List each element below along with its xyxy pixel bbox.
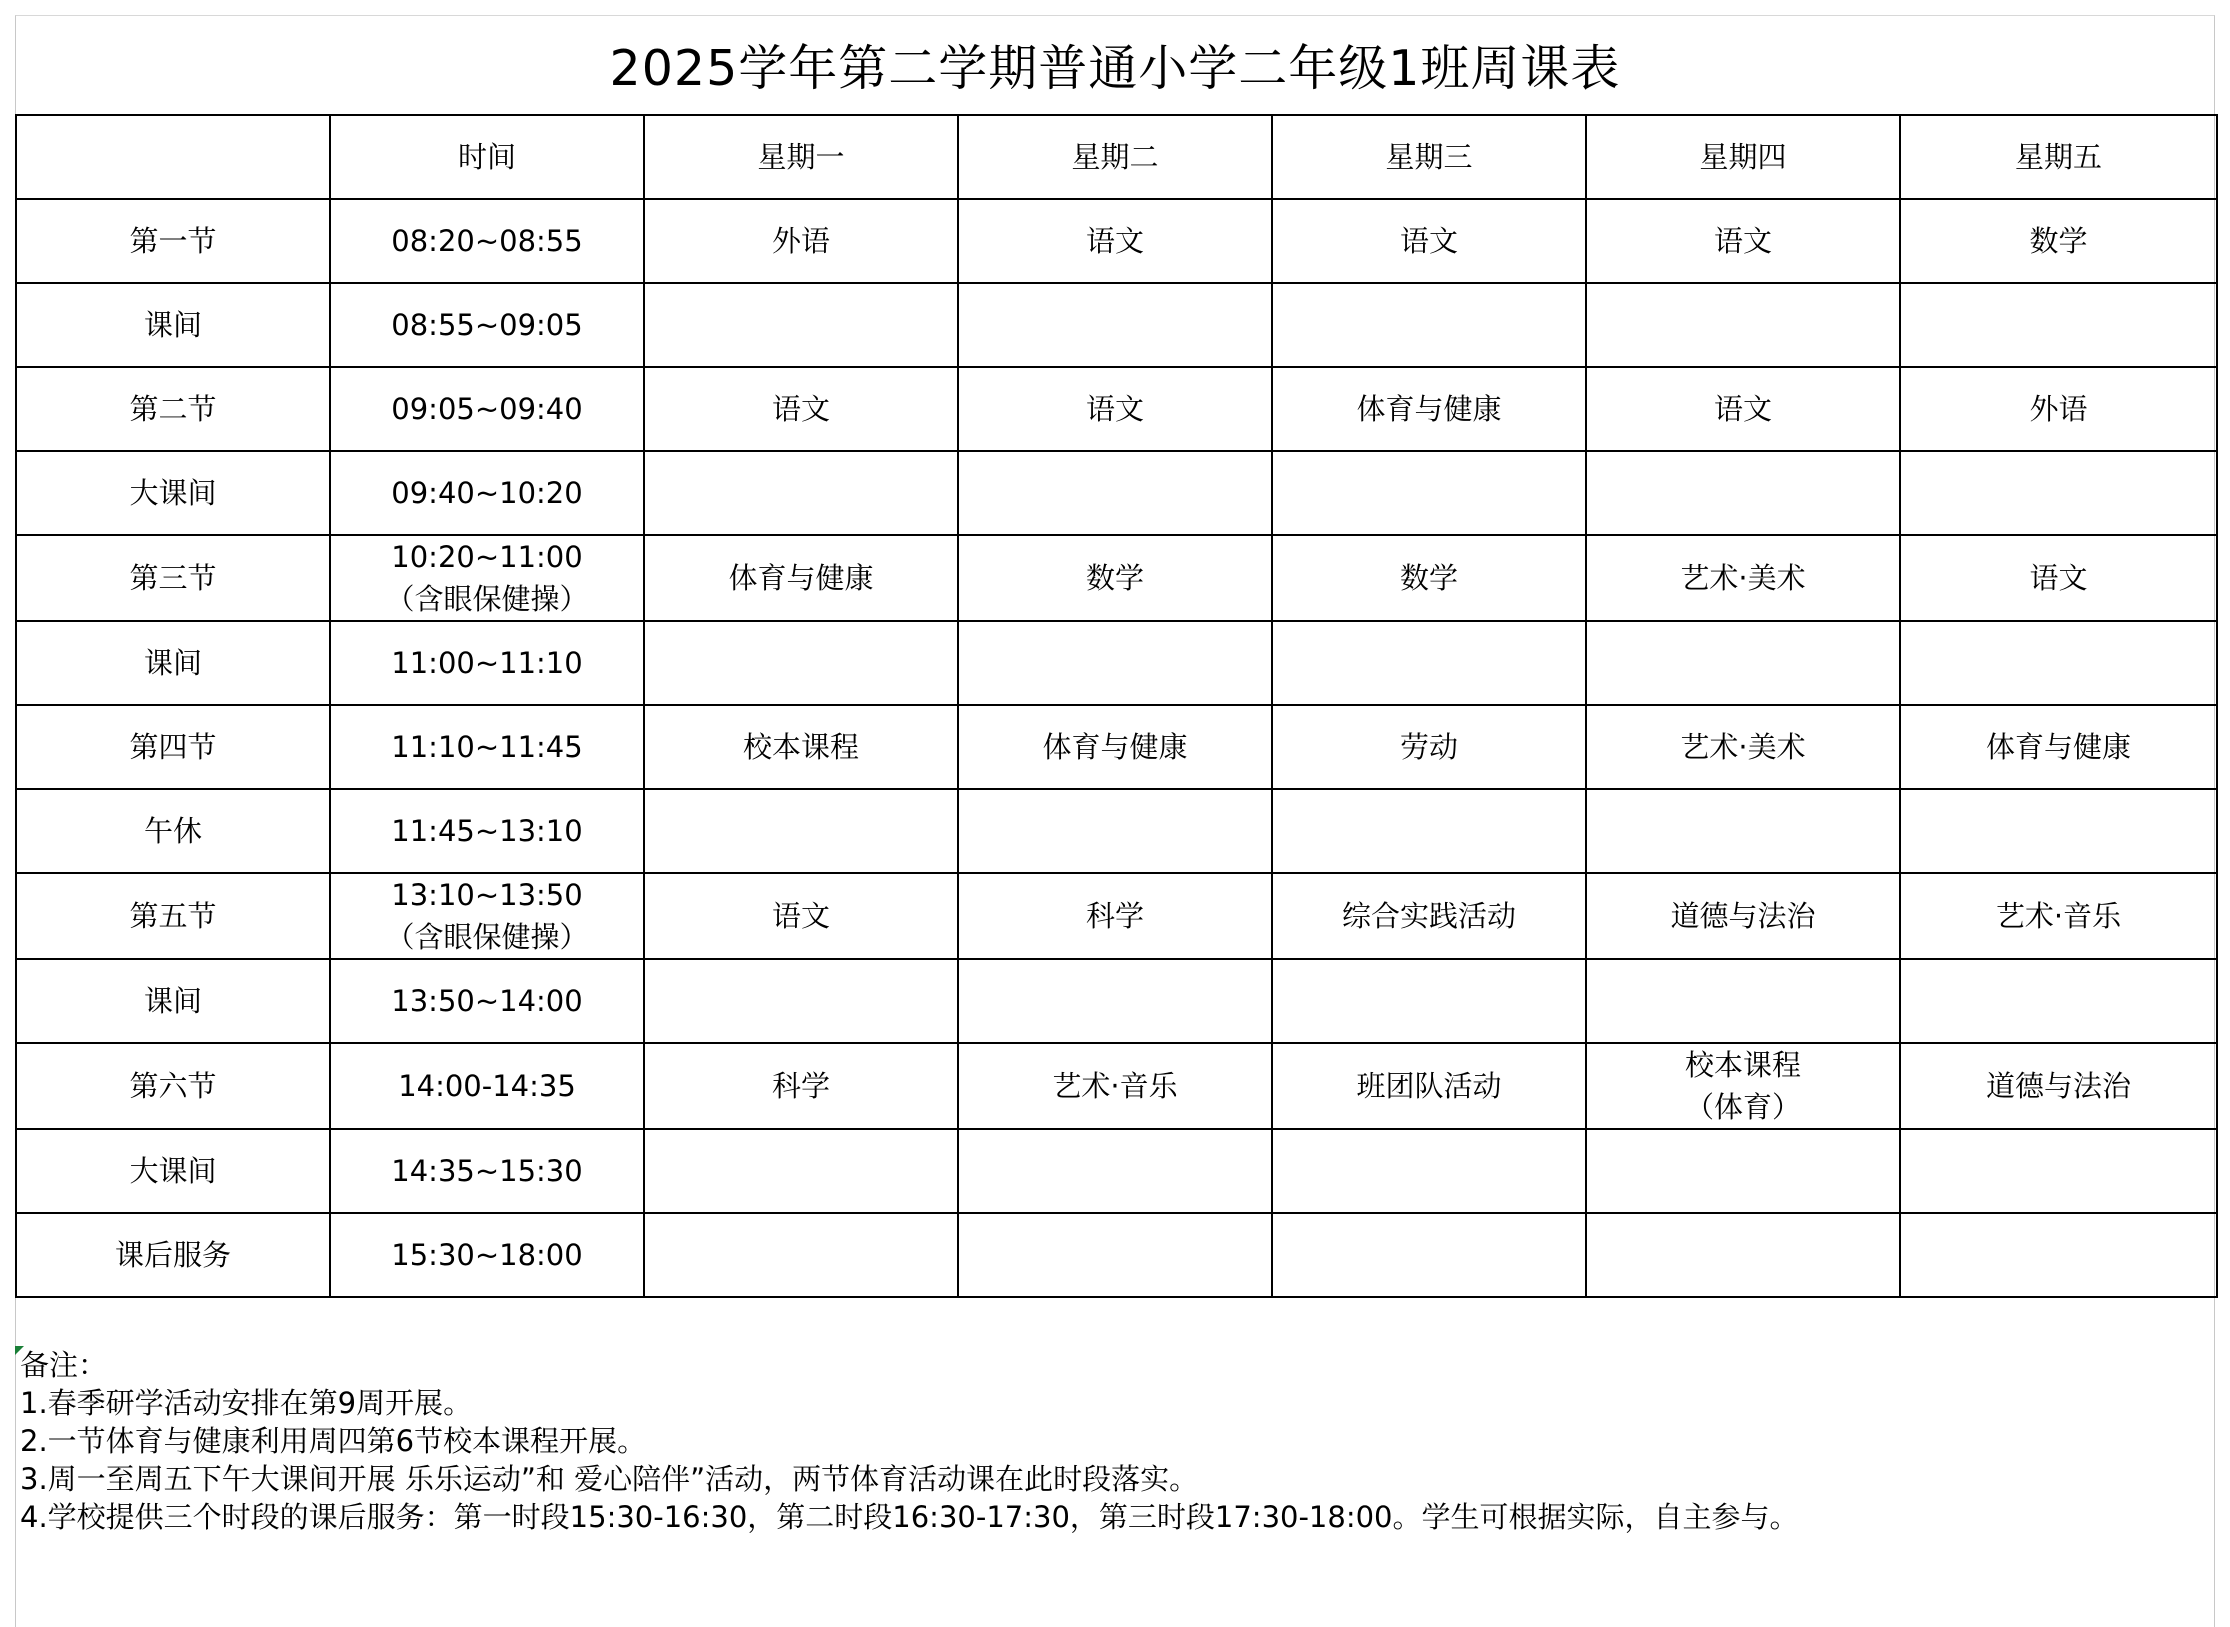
subject-cell[interactable] <box>1586 873 1900 959</box>
period-cell[interactable]: 第四节 <box>16 705 330 789</box>
subject-cell[interactable] <box>1900 873 2217 959</box>
time-cell[interactable] <box>330 621 644 705</box>
note-item: 1.春季研学活动安排在第9周开展。 <box>20 1386 473 1420</box>
subject-name: 语文 <box>1713 224 1772 258</box>
header-day-cell[interactable]: 星期四 <box>1586 115 1900 199</box>
subject-name: 语文 <box>1713 392 1772 426</box>
subject-name: 数学 <box>1085 561 1144 595</box>
header-day-cell[interactable]: 星期五 <box>1900 115 2217 199</box>
time-range: 11:45~13:10 <box>391 814 583 848</box>
time-range: 09:40~10:20 <box>391 476 583 510</box>
subject-name: 劳动 <box>1399 730 1458 764</box>
subject-cell[interactable] <box>1586 1129 1900 1213</box>
subject-cell[interactable] <box>1586 199 1900 283</box>
subject-cell[interactable] <box>958 621 1272 705</box>
subject-cell[interactable] <box>1272 1129 1586 1213</box>
subject-cell[interactable] <box>644 283 958 367</box>
subject-cell[interactable] <box>958 959 1272 1043</box>
subject-cell[interactable] <box>958 873 1272 959</box>
time-cell[interactable] <box>330 789 644 873</box>
header-day-cell[interactable]: 星期三 <box>1272 115 1586 199</box>
subject-name: 语文 <box>2029 561 2088 595</box>
subject-name: 校本课程 <box>1684 1048 1801 1082</box>
note-item: 2.一节体育与健康利用周四第6节校本课程开展。 <box>20 1424 647 1458</box>
subject-cell[interactable] <box>958 1213 1272 1297</box>
subject-cell[interactable] <box>1900 535 2217 621</box>
subject-cell[interactable] <box>958 199 1272 283</box>
subject-note: （体育） <box>1684 1090 1801 1124</box>
subject-cell[interactable] <box>1586 367 1900 451</box>
period-cell[interactable]: 课间 <box>16 621 330 705</box>
subject-cell[interactable] <box>644 535 958 621</box>
period-cell[interactable]: 大课间 <box>16 1129 330 1213</box>
table-row <box>16 451 2217 535</box>
header-time-cell[interactable]: 时间 <box>330 115 644 199</box>
subject-cell[interactable] <box>1272 1043 1586 1129</box>
subject-name: 道德与法治 <box>1670 899 1816 933</box>
subject-name: 语文 <box>1399 224 1458 258</box>
header-row <box>16 115 2217 199</box>
time-range: 15:30~18:00 <box>391 1238 583 1272</box>
time-cell[interactable] <box>330 367 644 451</box>
header-corner-cell[interactable] <box>16 115 330 199</box>
header-day-cell[interactable]: 星期一 <box>644 115 958 199</box>
subject-cell[interactable] <box>1900 451 2217 535</box>
time-cell[interactable] <box>330 873 644 959</box>
time-range: 08:55~09:05 <box>391 308 583 342</box>
subject-cell[interactable] <box>958 1043 1272 1129</box>
subject-cell[interactable] <box>1272 959 1586 1043</box>
table-row <box>16 535 2217 621</box>
subject-cell[interactable] <box>1900 621 2217 705</box>
subject-cell[interactable] <box>1586 621 1900 705</box>
table-row <box>16 1129 2217 1213</box>
time-range: 10:20~11:00 <box>391 540 583 574</box>
time-range: 11:00~11:10 <box>391 646 583 680</box>
subject-name: 数学 <box>1399 561 1458 595</box>
subject-name: 班团队活动 <box>1356 1069 1502 1103</box>
note-item: 4.学校提供三个时段的课后服务：第一时段15:30-16:30，第二时段16:30-17:30，第三时段17:30-18:00。学生可根据实际，自主参与。 <box>20 1500 1799 1534</box>
subject-cell[interactable] <box>1586 1213 1900 1297</box>
subject-cell[interactable] <box>958 1129 1272 1213</box>
subject-cell[interactable] <box>644 1129 958 1213</box>
period-cell[interactable]: 第三节 <box>16 535 330 621</box>
subject-cell[interactable] <box>1272 451 1586 535</box>
subject-name: 语文 <box>1085 392 1144 426</box>
subject-name: 外语 <box>771 224 830 258</box>
table-row <box>16 283 2217 367</box>
time-cell[interactable] <box>330 959 644 1043</box>
subject-cell[interactable] <box>1272 873 1586 959</box>
subject-name: 艺术·美术 <box>1680 730 1806 764</box>
subject-name: 语文 <box>771 899 830 933</box>
subject-cell[interactable] <box>644 367 958 451</box>
subject-name: 道德与法治 <box>1985 1069 2131 1103</box>
subject-cell[interactable] <box>1900 199 2217 283</box>
subject-cell[interactable] <box>644 705 958 789</box>
subject-cell[interactable] <box>1586 535 1900 621</box>
time-note: （含眼保健操） <box>385 920 589 954</box>
notes-section[interactable] <box>20 1346 2210 1536</box>
time-range: 09:05~09:40 <box>391 392 583 426</box>
subject-cell[interactable] <box>644 1043 958 1129</box>
subject-cell[interactable] <box>644 873 958 959</box>
subject-name: 体育与健康 <box>1985 730 2131 764</box>
subject-cell[interactable] <box>1272 199 1586 283</box>
time-cell[interactable] <box>330 1043 644 1129</box>
subject-cell[interactable] <box>958 535 1272 621</box>
subject-cell[interactable] <box>1272 535 1586 621</box>
time-range: 13:10~13:50 <box>391 878 583 912</box>
time-cell[interactable] <box>330 1213 644 1297</box>
subject-name: 语文 <box>771 392 830 426</box>
table-row <box>16 1043 2217 1129</box>
subject-cell[interactable] <box>1272 705 1586 789</box>
subject-cell[interactable] <box>1900 367 2217 451</box>
subject-cell[interactable] <box>1272 789 1586 873</box>
schedule-table <box>15 114 2218 1298</box>
subject-cell[interactable] <box>1586 789 1900 873</box>
period-cell[interactable]: 第一节 <box>16 199 330 283</box>
subject-cell[interactable] <box>958 789 1272 873</box>
subject-cell[interactable] <box>1900 1129 2217 1213</box>
time-note: （含眼保健操） <box>385 582 589 616</box>
subject-cell[interactable] <box>1272 621 1586 705</box>
table-row <box>16 367 2217 451</box>
period-cell[interactable]: 课间 <box>16 959 330 1043</box>
subject-cell[interactable] <box>1900 1213 2217 1297</box>
subject-cell[interactable] <box>1900 705 2217 789</box>
notes-heading: 备注： <box>20 1348 108 1382</box>
period-cell[interactable]: 课后服务 <box>16 1213 330 1297</box>
subject-cell[interactable] <box>958 451 1272 535</box>
subject-name: 语文 <box>1085 224 1144 258</box>
subject-name: 数学 <box>2029 224 2088 258</box>
subject-cell[interactable] <box>1900 789 2217 873</box>
table-row <box>16 789 2217 873</box>
table-row <box>16 873 2217 959</box>
subject-name: 体育与健康 <box>728 561 874 595</box>
subject-cell[interactable] <box>1586 283 1900 367</box>
time-range: 14:00-14:35 <box>398 1069 576 1103</box>
subject-cell[interactable] <box>1272 283 1586 367</box>
subject-cell[interactable] <box>1586 705 1900 789</box>
subject-cell[interactable] <box>1272 367 1586 451</box>
page-title: 2025学年第二学期普通小学二年级1班周课表 <box>609 39 1621 97</box>
subject-cell[interactable] <box>644 1213 958 1297</box>
time-cell[interactable] <box>330 705 644 789</box>
note-item: 3.周一至周五下午大课间开展 乐乐运动”和 爱心陪伴”活动，两节体育活动课在此时段落实。 <box>20 1462 1199 1496</box>
table-row <box>16 1213 2217 1297</box>
subject-cell[interactable] <box>1900 283 2217 367</box>
time-range: 08:20~08:55 <box>391 224 583 258</box>
time-range: 11:10~11:45 <box>391 730 583 764</box>
time-cell[interactable] <box>330 283 644 367</box>
time-cell[interactable] <box>330 535 644 621</box>
subject-name: 体育与健康 <box>1042 730 1188 764</box>
table-row <box>16 199 2217 283</box>
subject-cell[interactable] <box>644 451 958 535</box>
period-cell[interactable]: 第六节 <box>16 1043 330 1129</box>
subject-cell[interactable] <box>644 789 958 873</box>
subject-cell[interactable] <box>958 283 1272 367</box>
subject-name: 科学 <box>771 1069 830 1103</box>
period-cell[interactable]: 大课间 <box>16 451 330 535</box>
period-cell[interactable]: 午休 <box>16 789 330 873</box>
time-range: 13:50~14:00 <box>391 984 583 1018</box>
subject-name: 综合实践活动 <box>1341 899 1516 933</box>
subject-cell[interactable] <box>958 705 1272 789</box>
subject-cell[interactable] <box>644 959 958 1043</box>
subject-cell[interactable] <box>958 367 1272 451</box>
subject-cell[interactable] <box>1586 959 1900 1043</box>
subject-name: 科学 <box>1085 899 1144 933</box>
period-cell[interactable]: 第五节 <box>16 873 330 959</box>
subject-cell[interactable] <box>1900 959 2217 1043</box>
subject-name: 校本课程 <box>742 730 859 764</box>
subject-name: 艺术·音乐 <box>1052 1069 1178 1103</box>
subject-cell[interactable] <box>1586 1043 1900 1129</box>
subject-name: 艺术·美术 <box>1680 561 1806 595</box>
table-row <box>16 621 2217 705</box>
time-range: 14:35~15:30 <box>391 1154 583 1188</box>
subject-name: 艺术·音乐 <box>1995 899 2122 933</box>
time-cell[interactable] <box>330 451 644 535</box>
subject-name: 外语 <box>2029 392 2088 426</box>
table-row <box>16 959 2217 1043</box>
time-cell[interactable] <box>330 1129 644 1213</box>
subject-cell[interactable] <box>1900 1043 2217 1129</box>
time-cell[interactable] <box>330 199 644 283</box>
subject-cell[interactable] <box>644 621 958 705</box>
header-day-cell[interactable]: 星期二 <box>958 115 1272 199</box>
subject-name: 体育与健康 <box>1356 392 1502 426</box>
subject-cell[interactable] <box>1586 451 1900 535</box>
period-cell[interactable]: 课间 <box>16 283 330 367</box>
table-row <box>16 705 2217 789</box>
subject-cell[interactable] <box>644 199 958 283</box>
period-cell[interactable]: 第二节 <box>16 367 330 451</box>
subject-cell[interactable] <box>1272 1213 1586 1297</box>
